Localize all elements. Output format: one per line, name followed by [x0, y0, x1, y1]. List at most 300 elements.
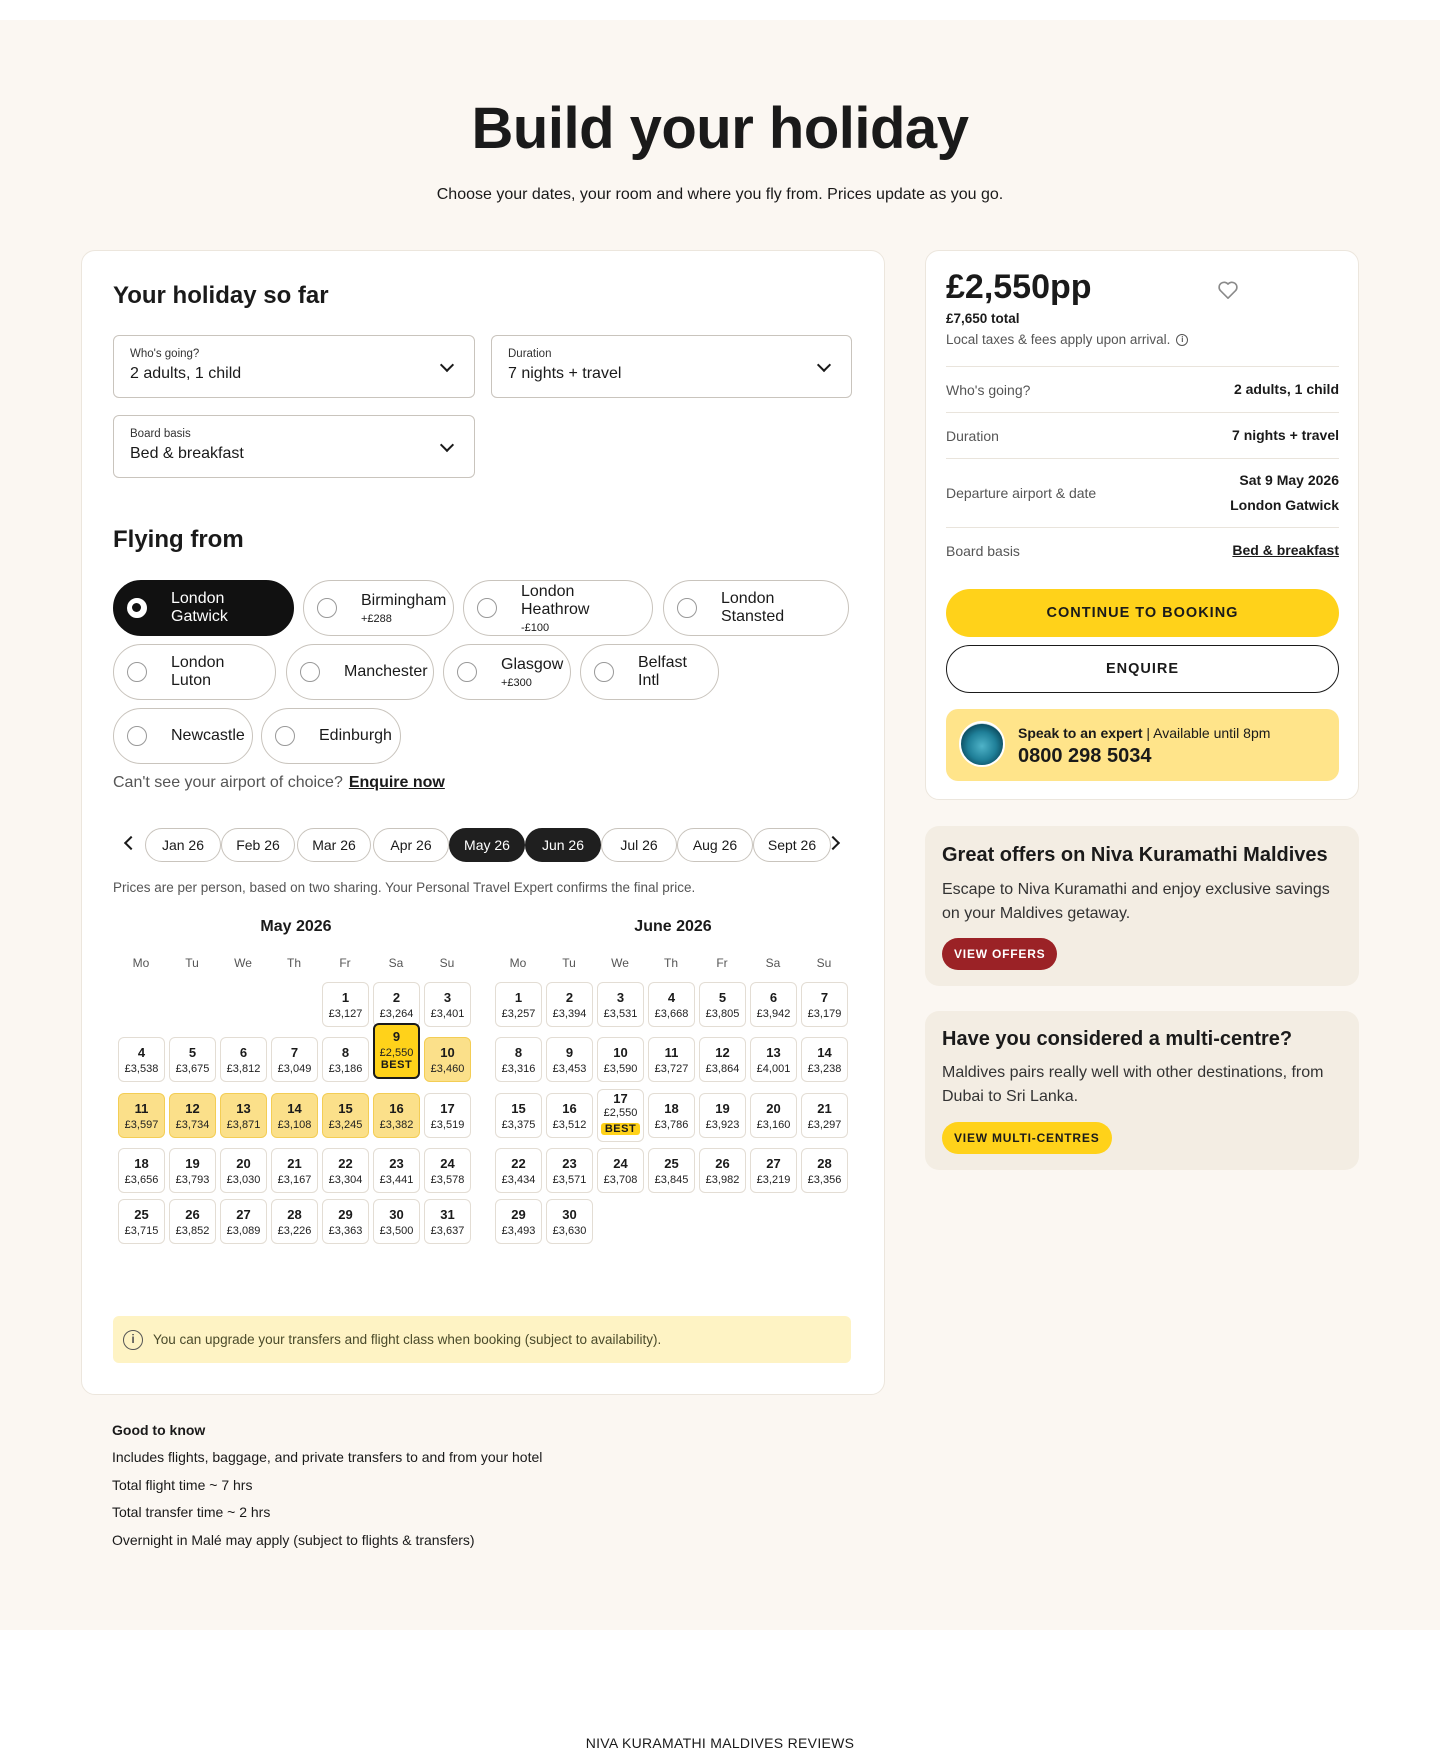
day-number: 3 — [443, 990, 452, 1005]
calendar-day[interactable] — [424, 1199, 471, 1244]
calendar-day[interactable] — [169, 1199, 216, 1244]
calendar-day[interactable] — [322, 1093, 369, 1138]
reviews-heading: NIVA KURAMATHI MALDIVES REVIEWS — [585, 1735, 855, 1751]
day-price: £3,675 — [175, 1063, 210, 1075]
airport-option[interactable] — [113, 644, 276, 700]
airport-option-text — [638, 654, 700, 690]
day-number: 11 — [664, 1045, 679, 1060]
day-price: £3,363 — [328, 1225, 363, 1237]
calendar-day[interactable] — [801, 1148, 848, 1193]
airport-enquire-line — [113, 774, 445, 792]
day-number: 24 — [440, 1156, 455, 1171]
airport-option[interactable] — [261, 708, 401, 764]
day-number: 23 — [389, 1156, 404, 1171]
airport-option[interactable] — [463, 580, 653, 636]
weekday-label: Sa — [765, 956, 781, 970]
day-price: £3,030 — [226, 1174, 261, 1186]
day-number: 26 — [185, 1207, 200, 1222]
weekday-label: Mo — [132, 956, 150, 970]
radio-checked-icon — [127, 598, 147, 618]
day-number: 16 — [562, 1101, 577, 1116]
calendar-day[interactable] — [322, 1037, 369, 1082]
day-price: £3,441 — [379, 1174, 414, 1186]
airport-option-text — [319, 727, 392, 745]
builder-title: Your holiday so far — [113, 282, 329, 309]
day-number: 29 — [511, 1207, 526, 1222]
day-number: 23 — [562, 1156, 577, 1171]
price-total: £7,650 total — [946, 311, 1020, 326]
calendar-day[interactable] — [648, 1037, 695, 1082]
calendar-day[interactable] — [699, 982, 746, 1027]
day-price: £3,434 — [501, 1174, 536, 1186]
day-price: £3,401 — [430, 1008, 465, 1020]
summary-value: 2 adults, 1 child — [1233, 381, 1339, 397]
day-number: 2 — [392, 990, 401, 1005]
airport-option[interactable] — [286, 644, 434, 700]
day-number: 8 — [341, 1045, 350, 1060]
day-number: 31 — [440, 1207, 455, 1222]
calendar-day[interactable] — [648, 1093, 695, 1138]
day-number: 1 — [341, 990, 350, 1005]
month-tab[interactable]: Sept 26 — [753, 828, 831, 862]
calendar-month-title: June 2026 — [634, 918, 712, 935]
calendar-day[interactable] — [424, 1148, 471, 1193]
day-price: £3,167 — [277, 1174, 312, 1186]
day-price: £3,578 — [430, 1174, 465, 1186]
day-price: £3,519 — [430, 1119, 465, 1131]
day-number: 14 — [817, 1045, 832, 1060]
day-price: £3,160 — [756, 1119, 791, 1131]
calendar-day[interactable] — [322, 1199, 369, 1244]
day-number: 25 — [134, 1207, 149, 1222]
airport-name: London Heathrow — [521, 582, 590, 618]
day-price: £3,812 — [226, 1063, 261, 1075]
offers-promo-card — [925, 826, 1359, 986]
calendar-day[interactable] — [750, 1093, 797, 1138]
prices-note: Prices are per person, based on two sharing. Your Personal Travel Expert confirms the final price. — [113, 880, 696, 895]
good-to-know-item: Total transfer time ~ 2 hrs — [112, 1504, 271, 1520]
summary-row-party — [946, 366, 1339, 412]
calendar-day[interactable] — [648, 1148, 695, 1193]
radio-unchecked-icon — [127, 662, 147, 682]
calendar-day[interactable] — [801, 982, 848, 1027]
calendar-day[interactable] — [750, 982, 797, 1027]
day-number: 30 — [562, 1207, 577, 1222]
day-price: £2,550 — [379, 1047, 414, 1059]
day-price: £3,637 — [430, 1225, 465, 1237]
day-price: £3,982 — [705, 1174, 740, 1186]
day-number: 13 — [766, 1045, 781, 1060]
calendar-day[interactable] — [495, 1037, 542, 1082]
calendar-day[interactable] — [271, 1148, 318, 1193]
day-number: 28 — [287, 1207, 302, 1222]
airport-option[interactable] — [443, 644, 571, 700]
enquire-button[interactable]: ENQUIRE — [946, 645, 1339, 693]
calendar-day[interactable] — [546, 1148, 593, 1193]
day-price: £3,297 — [807, 1119, 842, 1131]
day-price: £3,238 — [807, 1063, 842, 1075]
day-number: 7 — [820, 990, 829, 1005]
day-number: 16 — [389, 1101, 404, 1116]
calendar-day[interactable] — [322, 982, 369, 1027]
airport-name: Edinburgh — [319, 727, 392, 744]
day-price: £3,375 — [501, 1119, 536, 1131]
airport-option-text — [344, 663, 428, 681]
day-price: £3,257 — [501, 1008, 536, 1020]
day-price: £3,179 — [807, 1008, 842, 1020]
calendar-day[interactable] — [750, 1037, 797, 1082]
weekday-label: Th — [663, 956, 678, 970]
calendar-day[interactable] — [648, 982, 695, 1027]
expert-phone[interactable]: 0800 298 5034 — [1018, 745, 1152, 767]
day-number: 30 — [389, 1207, 404, 1222]
day-price: £3,805 — [705, 1008, 740, 1020]
calendar-day[interactable] — [699, 1037, 746, 1082]
calendar-day[interactable] — [546, 1037, 593, 1082]
airport-option-text — [721, 590, 830, 626]
multi-centre-promo-card — [925, 1011, 1359, 1170]
day-number: 12 — [715, 1045, 730, 1060]
view-multi-centres-button[interactable]: VIEW MULTI-CENTRES — [942, 1122, 1112, 1154]
month-tab[interactable]: Jun 26 — [525, 828, 601, 862]
airport-price-delta: +£288 — [361, 612, 392, 625]
info-icon: i — [123, 1330, 143, 1350]
summary-key: Board basis — [946, 542, 1020, 559]
calendar-day[interactable] — [271, 1037, 318, 1082]
calendar-day[interactable] — [169, 1148, 216, 1193]
day-number: 1 — [514, 990, 523, 1005]
day-price: £3,127 — [328, 1008, 363, 1020]
day-number: 9 — [565, 1045, 574, 1060]
day-price: £3,715 — [124, 1225, 159, 1237]
summary-value — [1230, 468, 1339, 518]
day-price: £3,382 — [379, 1119, 414, 1131]
day-number: 25 — [664, 1156, 679, 1171]
day-price: £3,108 — [277, 1119, 312, 1131]
day-number: 6 — [769, 990, 778, 1005]
day-number: 20 — [766, 1101, 781, 1116]
day-price: £3,264 — [379, 1008, 414, 1020]
day-number: 2 — [565, 990, 574, 1005]
day-price: £3,394 — [552, 1008, 587, 1020]
day-price: £3,852 — [175, 1225, 210, 1237]
airport-name: Birmingham — [361, 591, 447, 609]
calendar-day[interactable] — [495, 1148, 542, 1193]
day-price: £3,942 — [756, 1008, 791, 1020]
duration-dropdown-label: Duration — [508, 348, 552, 360]
weekday-label: Su — [439, 956, 455, 970]
good-to-know-item: Includes flights, baggage, and private transfers to and from your hotel — [112, 1449, 543, 1465]
calendar-day[interactable] — [546, 982, 593, 1027]
summary-key: Who's going? — [946, 381, 1031, 398]
calendar-day[interactable] — [495, 982, 542, 1027]
calendar-day[interactable] — [495, 1199, 542, 1244]
calendar-day[interactable] — [220, 1037, 267, 1082]
day-number: 17 — [613, 1091, 628, 1106]
expert-availability: | Available until 8pm — [1142, 725, 1271, 741]
day-price: £3,864 — [705, 1063, 740, 1075]
radio-unchecked-icon — [477, 598, 497, 618]
day-price: £3,630 — [552, 1225, 587, 1237]
offers-promo-body: Escape to Niva Kuramathi and enjoy exclusive savings on your Maldives getaway. — [942, 881, 1330, 922]
calendar-day[interactable] — [424, 982, 471, 1027]
day-price: £3,460 — [430, 1063, 465, 1075]
day-number: 11 — [134, 1101, 149, 1116]
day-price: £3,512 — [552, 1119, 587, 1131]
month-tab[interactable]: Jan 26 — [145, 828, 221, 862]
summary-key: Duration — [946, 427, 999, 444]
heart-icon[interactable] — [1217, 280, 1239, 300]
month-tab[interactable]: Jul 26 — [601, 828, 677, 862]
calendar-month-title: May 2026 — [260, 918, 332, 935]
month-tab[interactable]: May 26 — [449, 828, 525, 862]
enquire-now-link[interactable]: Enquire now — [348, 774, 445, 791]
departure-airport: London Gatwick — [1230, 497, 1339, 513]
calendar-day[interactable] — [373, 982, 420, 1027]
day-number: 24 — [613, 1156, 628, 1171]
calendar-day[interactable] — [801, 1037, 848, 1082]
weekday-label: Su — [816, 956, 832, 970]
day-number: 8 — [514, 1045, 523, 1060]
month-tab[interactable]: Apr 26 — [373, 828, 449, 862]
airport-name: London Luton — [171, 654, 225, 689]
day-number: 19 — [715, 1101, 730, 1116]
summary-key: Departure airport & date — [946, 485, 1097, 501]
upgrade-info-bar — [113, 1316, 851, 1363]
day-number: 15 — [511, 1101, 526, 1116]
day-number: 3 — [616, 990, 625, 1005]
calendar-day[interactable] — [597, 1148, 644, 1193]
day-price: £3,786 — [654, 1119, 689, 1131]
day-price: £3,845 — [654, 1174, 689, 1186]
day-number: 26 — [715, 1156, 730, 1171]
multi-centre-promo-body: Maldives pairs really well with other destinations, from Dubai to Sri Lanka. — [942, 1064, 1324, 1105]
best-price-badge: BEST — [380, 1059, 413, 1071]
airport-option[interactable] — [113, 580, 294, 636]
day-price: £3,316 — [501, 1063, 536, 1075]
calendar-day[interactable] — [169, 1037, 216, 1082]
page-title: Build your holiday — [471, 96, 969, 161]
duration-dropdown[interactable] — [491, 335, 852, 398]
radio-unchecked-icon — [275, 726, 295, 746]
day-number: 10 — [613, 1045, 628, 1060]
day-price: £3,186 — [328, 1063, 363, 1075]
day-number: 29 — [338, 1207, 353, 1222]
airport-option[interactable] — [663, 580, 849, 636]
continue-to-booking-button[interactable]: CONTINUE TO BOOKING — [946, 589, 1339, 637]
day-number: 4 — [137, 1045, 146, 1060]
airport-option-text — [171, 590, 275, 626]
expert-line — [1018, 725, 1270, 741]
calendar-day[interactable] — [424, 1037, 471, 1082]
day-price: £3,493 — [501, 1225, 536, 1237]
expert-lead: Speak to an expert — [1018, 725, 1143, 741]
calendar-day[interactable] — [373, 1023, 420, 1079]
airport-option[interactable] — [303, 580, 454, 636]
calendar-day[interactable] — [546, 1199, 593, 1244]
day-price: £3,538 — [124, 1063, 159, 1075]
calendar-day[interactable] — [750, 1148, 797, 1193]
day-price: £3,219 — [756, 1174, 791, 1186]
day-number: 22 — [338, 1156, 353, 1171]
day-price: £2,550 — [603, 1107, 638, 1119]
airport-option[interactable] — [113, 708, 253, 764]
airport-name: Newcastle — [171, 727, 245, 744]
party-dropdown-value: 2 adults, 1 child — [130, 365, 242, 382]
day-price: £3,304 — [328, 1174, 363, 1186]
calendar-day[interactable] — [546, 1093, 593, 1138]
calendar-day[interactable] — [424, 1093, 471, 1138]
day-price: £3,453 — [552, 1063, 587, 1075]
view-offers-button[interactable]: VIEW OFFERS — [942, 938, 1057, 970]
calendar-day[interactable] — [699, 1093, 746, 1138]
airport-option-text — [521, 583, 634, 634]
calendar-day[interactable] — [495, 1093, 542, 1138]
calendar-day[interactable] — [118, 1199, 165, 1244]
day-number: 27 — [236, 1207, 251, 1222]
airport-name: Belfast Intl — [638, 654, 687, 689]
calendar-day[interactable] — [373, 1093, 420, 1138]
day-number: 15 — [338, 1101, 353, 1116]
calendar-day[interactable] — [373, 1199, 420, 1244]
day-price: £3,531 — [603, 1008, 638, 1020]
month-tab[interactable]: Mar 26 — [297, 828, 371, 862]
taxes-note-text: Local taxes & fees apply upon arrival. — [946, 332, 1171, 347]
calendar-day[interactable] — [271, 1199, 318, 1244]
radio-unchecked-icon — [677, 598, 697, 618]
day-number: 28 — [817, 1156, 832, 1171]
board-dropdown-value: Bed & breakfast — [130, 445, 244, 462]
day-price: £4,001 — [756, 1063, 791, 1075]
day-number: 4 — [667, 990, 676, 1005]
summary-row-departure — [946, 458, 1339, 527]
calendar-day[interactable] — [271, 1093, 318, 1138]
airport-enquire-prompt: Can't see your airport of choice? — [113, 774, 343, 791]
info-icon[interactable]: i — [1176, 334, 1188, 346]
party-dropdown[interactable] — [113, 335, 475, 398]
weekday-label: Fr — [339, 956, 351, 970]
radio-unchecked-icon — [300, 662, 320, 682]
airport-name: London Stansted — [721, 590, 785, 625]
departure-date: Sat 9 May 2026 — [1239, 472, 1339, 488]
board-basis-link[interactable]: Bed & breakfast — [1232, 542, 1339, 558]
day-price: £3,793 — [175, 1174, 210, 1186]
radio-unchecked-icon — [317, 598, 337, 618]
airport-option-text — [171, 654, 257, 690]
weekday-label: Th — [286, 956, 301, 970]
radio-unchecked-icon — [594, 662, 614, 682]
multi-centre-promo-title: Have you considered a multi-centre? — [942, 1028, 1293, 1050]
airport-name: Manchester — [344, 663, 428, 680]
weekday-label: Fr — [716, 956, 728, 970]
day-price: £3,226 — [277, 1225, 312, 1237]
board-dropdown-label: Board basis — [130, 428, 191, 440]
day-number: 12 — [185, 1101, 200, 1116]
page-subtitle: Choose your dates, your room and where you fly from. Prices update as you go. — [436, 186, 1004, 203]
calendar-day[interactable] — [220, 1199, 267, 1244]
calendar-day[interactable] — [801, 1093, 848, 1138]
day-price: £3,571 — [552, 1174, 587, 1186]
day-number: 21 — [817, 1101, 832, 1116]
day-number: 27 — [766, 1156, 781, 1171]
day-number: 18 — [134, 1156, 149, 1171]
calendar-day[interactable] — [597, 1037, 644, 1082]
calendar-day[interactable] — [220, 1148, 267, 1193]
day-price: £3,089 — [226, 1225, 261, 1237]
good-to-know-item: Total flight time ~ 7 hrs — [112, 1477, 253, 1493]
summary-row-board — [946, 527, 1339, 573]
day-number: 21 — [287, 1156, 302, 1171]
day-number: 13 — [236, 1101, 251, 1116]
calendar-day[interactable] — [699, 1148, 746, 1193]
day-price: £3,590 — [603, 1063, 638, 1075]
weekday-label: Tu — [185, 956, 199, 970]
calendar-day[interactable] — [597, 982, 644, 1027]
offers-promo-title: Great offers on Niva Kuramathi Maldives — [942, 844, 1328, 866]
day-number: 7 — [290, 1045, 299, 1060]
day-number: 18 — [664, 1101, 679, 1116]
day-price: £3,245 — [328, 1119, 363, 1131]
expert-contact-box — [946, 709, 1339, 781]
month-tab[interactable]: Aug 26 — [677, 828, 753, 862]
airport-option-text — [501, 656, 563, 689]
day-price: £3,656 — [124, 1174, 159, 1186]
calendar-day[interactable] — [118, 1093, 165, 1138]
day-number: 19 — [185, 1156, 200, 1171]
month-tab[interactable]: Feb 26 — [221, 828, 295, 862]
summary-value: 7 nights + travel — [1232, 427, 1339, 443]
airport-name: Glasgow — [501, 655, 564, 673]
taxes-note — [946, 332, 1188, 347]
calendar-day[interactable] — [597, 1089, 644, 1142]
day-number: 10 — [440, 1045, 455, 1060]
expert-avatar — [959, 721, 1005, 767]
day-number: 22 — [511, 1156, 526, 1171]
airport-option[interactable] — [580, 644, 719, 700]
day-number: 20 — [236, 1156, 251, 1171]
calendar-day[interactable] — [118, 1037, 165, 1082]
flying-from-title: Flying from — [113, 526, 244, 553]
day-price: £3,049 — [277, 1063, 312, 1075]
weekday-label: We — [234, 956, 252, 970]
upgrade-note: You can upgrade your transfers and flight class when booking (subject to availability). — [153, 1332, 662, 1347]
calendar-day[interactable] — [220, 1093, 267, 1138]
day-number: 14 — [287, 1101, 302, 1116]
day-price: £3,597 — [124, 1119, 159, 1131]
weekday-label: Sa — [388, 956, 404, 970]
airport-option-text — [171, 727, 245, 745]
day-number: 17 — [440, 1101, 455, 1116]
calendar-day[interactable] — [373, 1148, 420, 1193]
best-price-badge: BEST — [601, 1123, 640, 1135]
day-price: £3,727 — [654, 1063, 689, 1075]
weekday-label: Tu — [562, 956, 576, 970]
radio-unchecked-icon — [457, 662, 477, 682]
calendar-day[interactable] — [322, 1148, 369, 1193]
day-price: £3,734 — [175, 1119, 210, 1131]
weekday-label: We — [611, 956, 629, 970]
day-number: 5 — [718, 990, 727, 1005]
airport-name: London Gatwick — [171, 590, 228, 625]
board-dropdown[interactable] — [113, 415, 475, 478]
airport-price-delta: +£300 — [501, 676, 532, 689]
good-to-know-title: Good to know — [112, 1422, 206, 1438]
duration-dropdown-value: 7 nights + travel — [508, 365, 622, 382]
day-price: £3,871 — [226, 1119, 261, 1131]
calendar-day[interactable] — [118, 1148, 165, 1193]
calendar-day[interactable] — [169, 1093, 216, 1138]
day-price: £3,668 — [654, 1008, 689, 1020]
